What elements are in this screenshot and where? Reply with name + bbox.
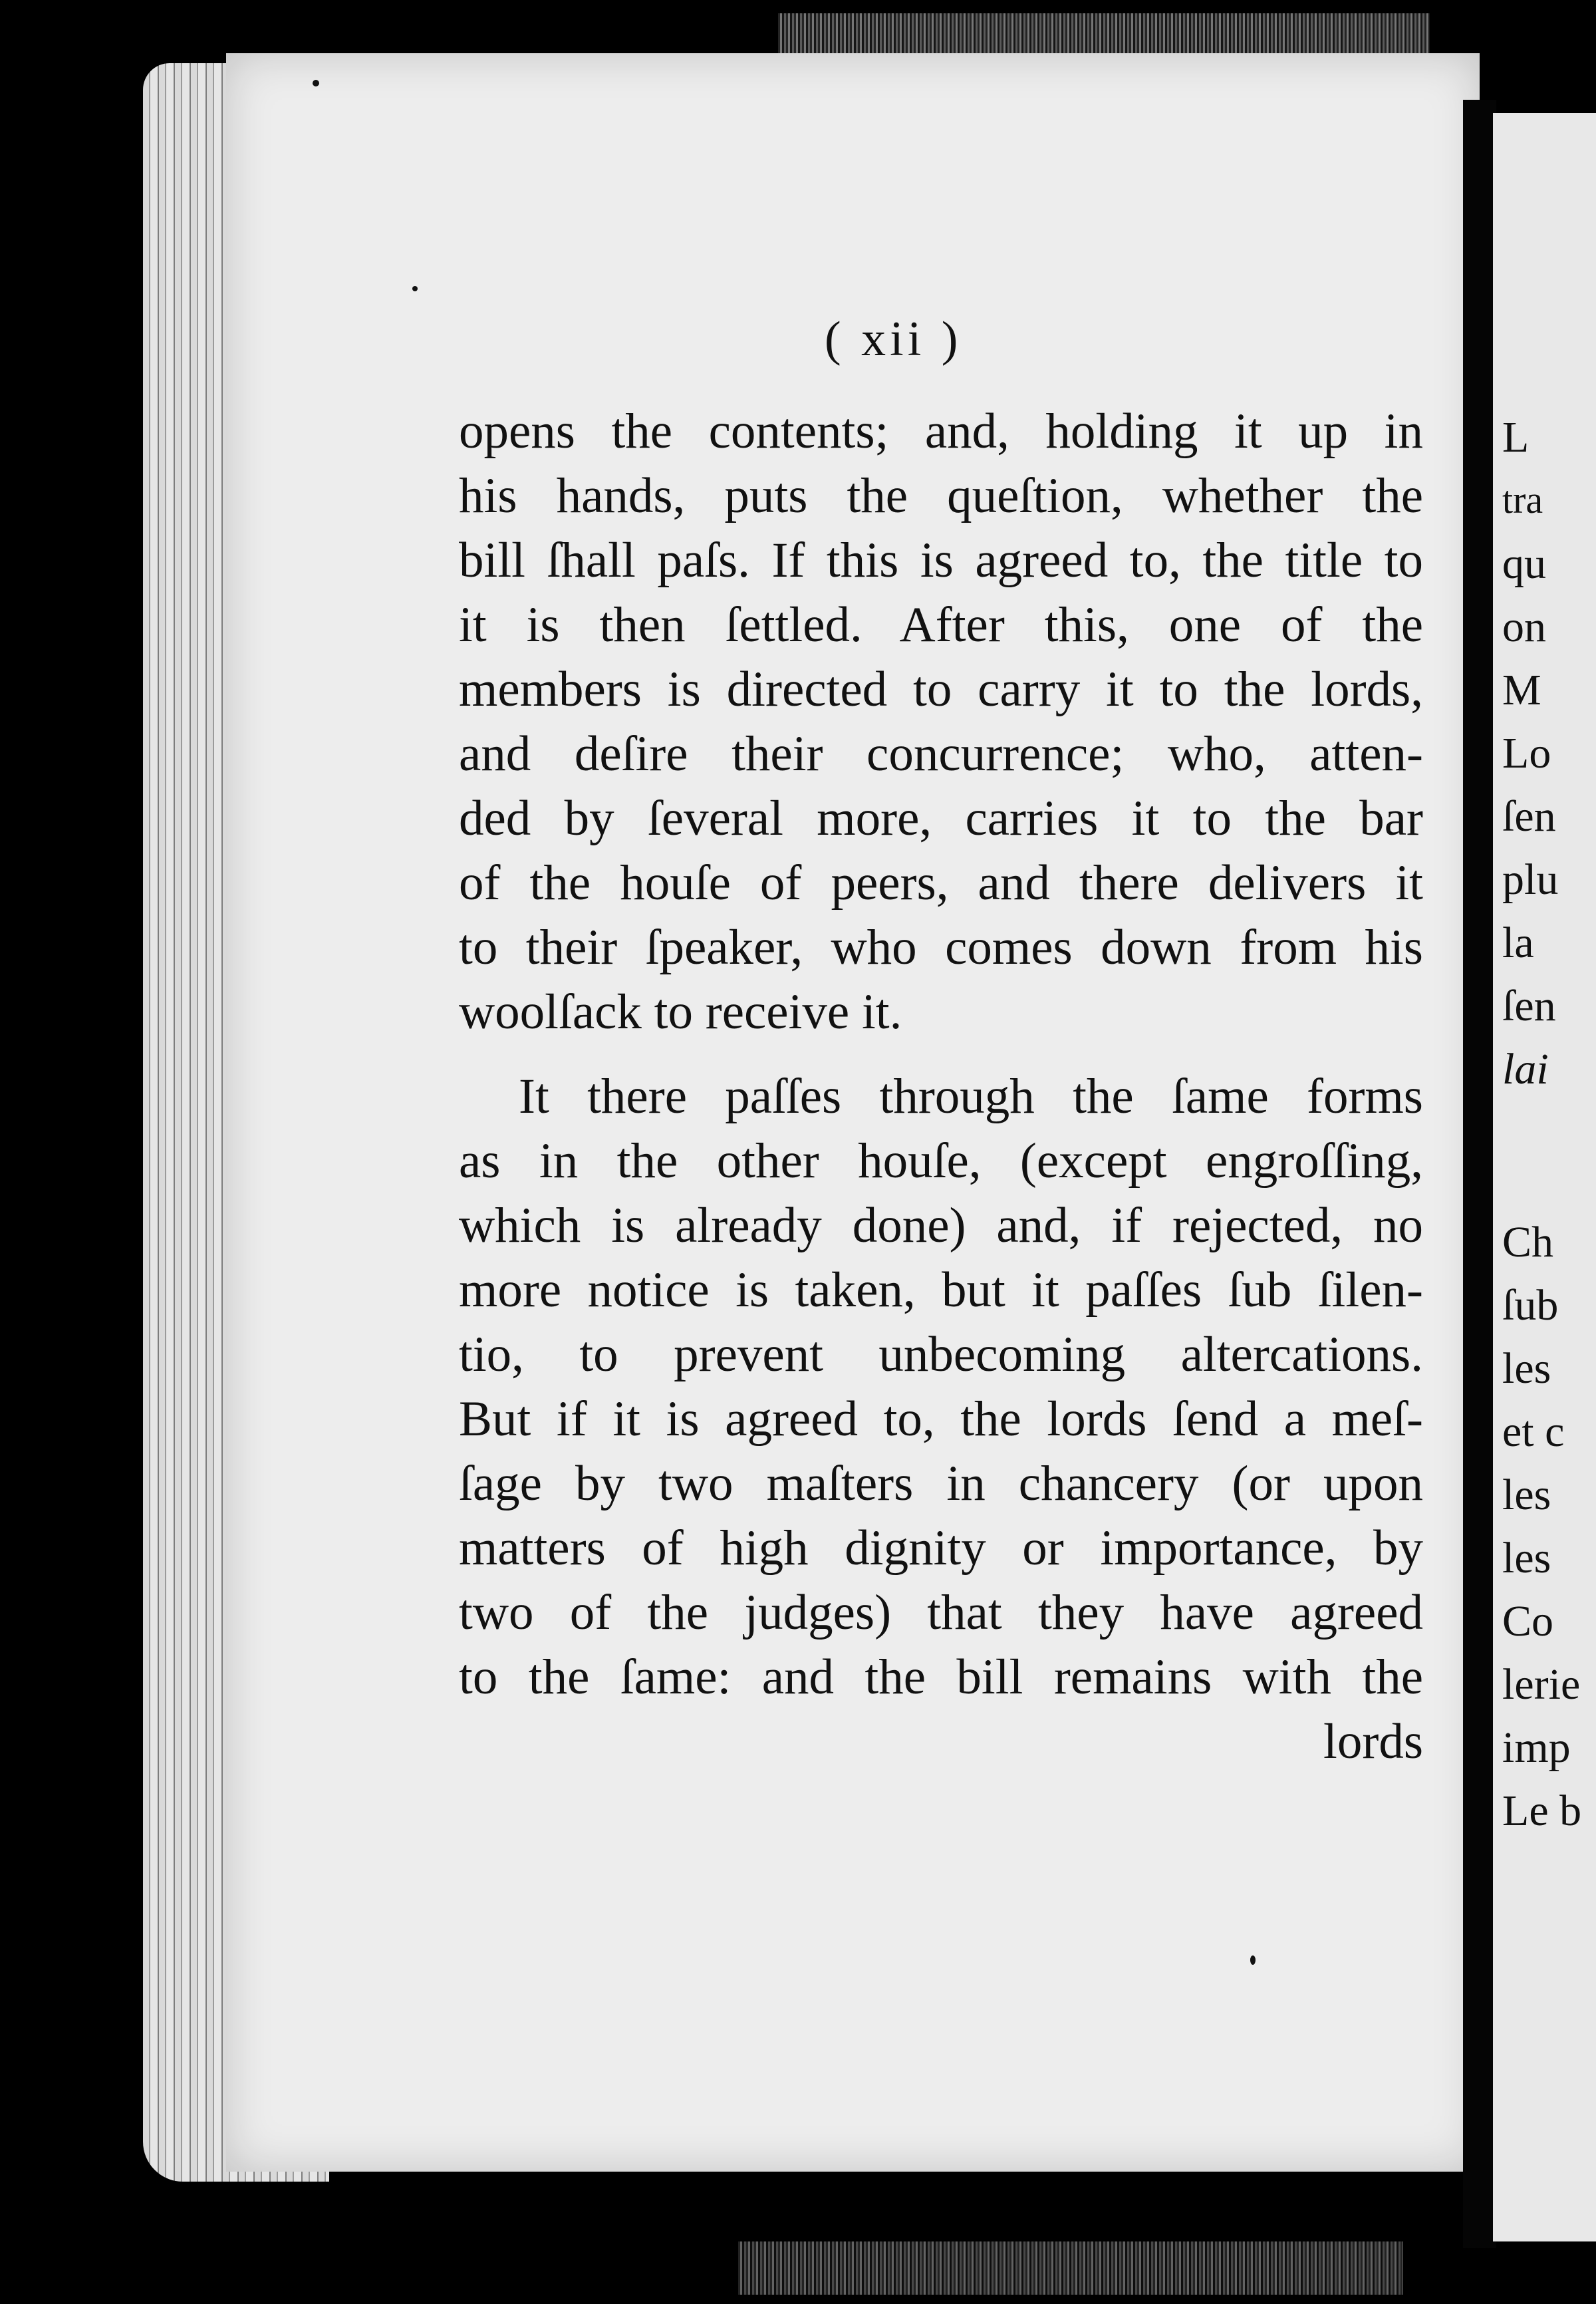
text-line: members is directed to carry it to the lords, — [459, 662, 1423, 717]
text-line: which is already done) and, if rejected, no — [459, 1198, 1423, 1253]
running-head: ( xii ) — [825, 312, 962, 366]
text-line: It there paſſes through the ſame forms — [519, 1069, 1423, 1124]
text-line: to their ſpeaker, who comes down from his — [459, 920, 1423, 975]
facing-line: et c — [1502, 1407, 1565, 1456]
facing-line: ſen — [1502, 982, 1556, 1030]
facing-line: les — [1502, 1344, 1551, 1393]
facing-line: Ch — [1502, 1218, 1554, 1266]
facing-line: on — [1502, 603, 1546, 651]
text-line: it is then ſettled. After this, one of the — [459, 597, 1423, 652]
facing-line: lai — [1502, 1045, 1549, 1093]
catchword: lords — [1323, 1714, 1423, 1769]
facing-line: ſen — [1502, 792, 1556, 841]
facing-line: les — [1502, 1534, 1551, 1582]
book-gutter — [1463, 100, 1496, 2248]
text-line: ſage by two maſters in chancery (or upon — [459, 1456, 1423, 1511]
facing-page — [1493, 113, 1596, 2241]
text-line: as in the other houſe, (except engroſſing, — [459, 1133, 1423, 1189]
facing-line: L — [1502, 413, 1530, 462]
facing-line: M — [1502, 666, 1541, 714]
text-line: ded by ſeveral more, carries it to the bar — [459, 791, 1423, 846]
paragraph — [459, 399, 1423, 1044]
text-line: bill ſhall paſs. If this is agreed to, the title to — [459, 533, 1423, 588]
text-line: woolſack to receive it. — [459, 984, 902, 1040]
facing-line: les — [1502, 1471, 1551, 1519]
ink-speck — [313, 80, 319, 86]
text-line: and deſire their concurrence; who, atten- — [459, 726, 1423, 782]
text-line: opens the contents; and, holding it up in — [459, 404, 1423, 459]
text-line: more notice is taken, but it paſſes ſub ſilen- — [459, 1262, 1423, 1318]
facing-line: Le b — [1502, 1787, 1582, 1835]
text-line: two of the judges) that they have agreed — [459, 1585, 1423, 1640]
text-line: But if it is agreed to, the lords ſend a meſ- — [459, 1391, 1423, 1447]
facing-line: Lo — [1502, 729, 1551, 778]
facing-line: plu — [1502, 855, 1559, 904]
text-line: matters of high dignity or importance, by — [459, 1520, 1423, 1576]
ink-speck — [412, 286, 418, 291]
text-line: of the houſe of peers, and there delivers it — [459, 855, 1423, 911]
film-strip-bottom — [738, 2241, 1403, 2295]
paragraph — [459, 1064, 1423, 1709]
facing-line: lerie — [1502, 1660, 1581, 1709]
text-line: tio, to prevent unbecoming altercations. — [459, 1327, 1423, 1382]
facing-line: ſub — [1502, 1281, 1559, 1330]
body-text — [459, 399, 1423, 1774]
facing-line: la — [1502, 919, 1534, 967]
facing-line: qu — [1502, 539, 1546, 588]
text-line: to the ſame: and the bill remains with the — [459, 1650, 1423, 1705]
ink-speck — [1250, 1955, 1256, 1965]
facing-line: imp — [1502, 1723, 1571, 1772]
text-line: his hands, puts the queſtion, whether the — [459, 468, 1423, 523]
facing-line: tra — [1502, 478, 1543, 521]
facing-line: Co — [1502, 1597, 1554, 1646]
